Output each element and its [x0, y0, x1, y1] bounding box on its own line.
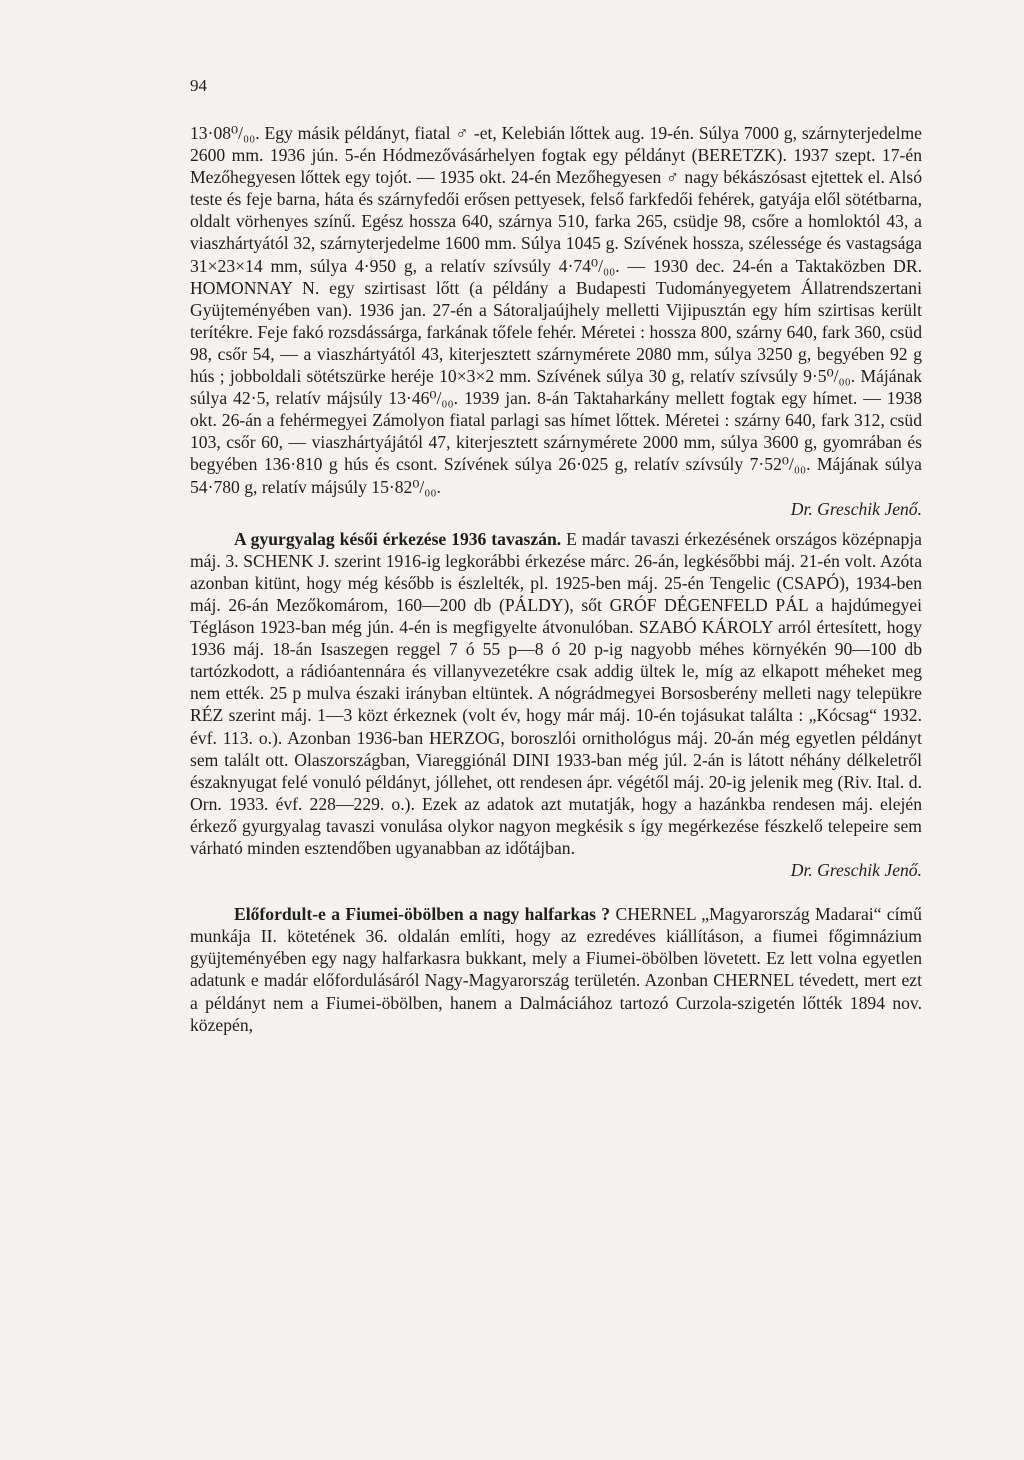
- paragraph-halfarkas-text: CHERNEL „Magyarország Madarai“ című munkája II. kötetének 36. oldalán említi, hogy az ezredéves kiállításon, a fiumei főgimnázium gyüjteményében egy nagy halfarkasra bukkant, mely a Fiumei-öbölben lövetett. Ez lett volna egyetlen adatunk e madár előfordulásáról Nagy-Magyarország területén. Azonban CHERNEL tévedett, mert ezt a példányt nem a Fiumei-öbölben, hanem a Dalmáciához tartozó Curzola-szigetén lőtték 1894 nov. közepén,: [190, 904, 922, 1035]
- text-column: [190, 122, 922, 1036]
- paragraph-sas-records: [190, 122, 922, 498]
- signature-2: Dr. Greschik Jenő.: [790, 860, 922, 881]
- section-title-halfarkas: Előfordult-e a Fiumei-öbölben a nagy halfarkas ?: [234, 904, 611, 925]
- paragraph-sas-text: 13·08⁰/₀₀. Egy másik példányt, fiatal ♂ -et, Kelebián lőttek aug. 19-én. Súlya 7000 g, szárnyterjedelme 2600 mm. 1936 jún. 5-én Hódmezővásárhelyen fogtak egy példányt (BERETZK). 1937 szept. 17-én Mezőhegyesen lőttek egy tojót. — 1935 okt. 24-én Mezőhegyesen ♂ nagy békászósast ejtettek el. Alsó teste és feje barna, háta és szárnyfedői erősen pettyesek, felső farkfedői fehérek, gatyája elől sötétbarna, oldalt vörhenyes színű. Egész hossza 640, szárnya 510, farka 265, csüdje 98, csőre a homloktól 43, a viaszhártyától 32, szárnyterjedelme 1600 mm. Súlya 1045 g. Szívének hossza, szélessége és vastagsága 31×23×14 mm, súlya 4·950 g, a relatív szívsúly 4·74⁰/₀₀. — 1930 dec. 24-én a Taktaközben DR. HOMONNAY N. egy szirtisast lőtt (a példány a Budapesti Tudományegyetem Állatrendszertani Gyüjteményében van). 1936 jan. 27-én a Sátoraljaújhely melletti Vijipusztán egy hím szirtisas került terítékre. Feje fakó rozsdássárga, farkának tőfele fehér. Méretei : hossza 800, szárny 640, fark 360, csüd 98, csőr 54, — a viaszhártyától 43, kiterjesztett szárnymérete 2080 mm, súlya 3250 g, begyében 92 g hús ; jobboldali sötétszürke heréje 10×3×2 mm. Szívének súlya 30 g, relatív szívsúly 9·5⁰/₀₀. Májának súlya 42·5, relatív májsúly 13·46⁰/₀₀. 1939 jan. 8-án Taktaharkány mellett fogtak egy hímet. — 1938 okt. 26-án a fehérmegyei Zámolyon fiatal parlagi sas hímet lőttek. Méretei : szárny 640, fark 312, csüd 103, csőr 60, — viaszhártyájától 47, kiterjesztett szárnymérete 2000 mm, súlya 3600 g, gyomrában és begyében 136·810 g hús és csont. Szívének súlya 26·025 g, relatív szívsúly 7·52⁰/₀₀. Májának súlya 54·780 g, relatív májsúly 15·82⁰/₀₀.: [190, 123, 922, 497]
- page-number: 94: [190, 76, 207, 95]
- paragraph-halfarkas: [190, 903, 922, 1036]
- paragraph-gyurgyalag-text: E madár tavaszi érkezésének országos középnapja máj. 3. SCHENK J. szerint 1916-ig legkorábbi érkezése márc. 26-án, legkésőbbi máj. 21-én volt. Azóta azonban kitünt, hogy még később is észlelték, pl. 1925-ben máj. 25-én Tengelic (CSAPÓ), 1934-ben máj. 26-án Mezőkomárom, 160—200 db (PÁLDY), sőt GRÓF DÉGENFELD PÁL a hajdúmegyei Tégláson 1923-ban még jún. 4-én is megfigyelte átvonulóban. SZABÓ KÁROLY arról értesített, hogy 1936 máj. 18-án Isaszegen reggel 7 ó 55 p—8 ó 20 p-ig nagyobb méhes környékén 90—100 db tartózkodott, a rádióantennára és villanyvezetékre csak addig ültek le, míg az elkapott méheket meg nem ették. 25 p mulva északi irányban eltüntek. A nógrádmegyei Borsosberény melleti nagy telepükre RÉZ szerint máj. 1—3 közt érkeznek (volt év, hogy már máj. 10-én tojásukat találta : „Kócsag“ 1932. évf. 113. o.). Azonban 1936-ban HERZOG, boroszlói ornithológus máj. 20-án még egyetlen példányt sem talált ott. Olaszországban, Viareggiónál DINI 1933-ban még júl. 2-án is látott néhány délkeletről északnyugat felé vonuló példányt, jóllehet, ott rendesen ápr. végétől máj. 20-ig jelenik meg (Riv. Ital. d. Orn. 1933. évf. 228—229. o.). Ezek az adatok azt mutatják, hogy a hazánkba rendesen máj. elején érkező gyurgyalag tavaszi vonulása olykor nagyon megkésik s így megérkezése fészkelő telepeire sem várható minden esztendőben ugyanabban az időtájban.: [190, 528, 922, 858]
- signature-1: Dr. Greschik Jenő.: [790, 498, 922, 519]
- paragraph-gyurgyalag: [190, 528, 922, 859]
- section-title-gyurgyalag: A gyurgyalag késői érkezése 1936 tavaszán.: [234, 528, 562, 549]
